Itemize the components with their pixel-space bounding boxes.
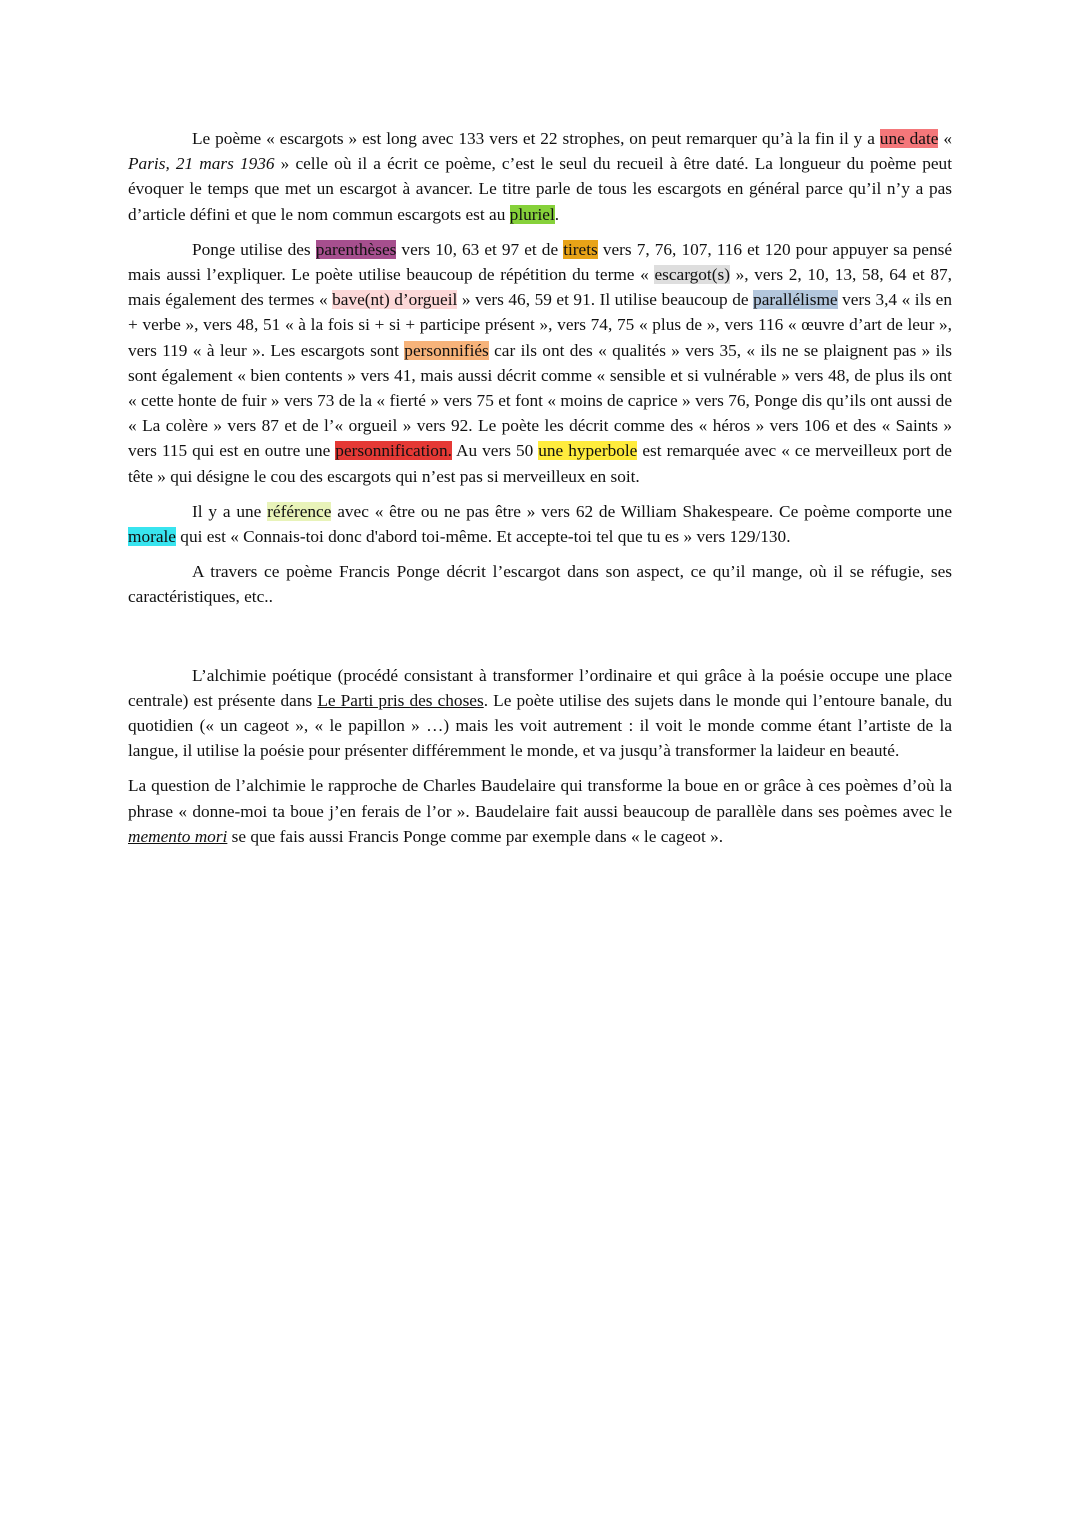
text-span: « [938, 129, 953, 148]
text-span: Au vers 50 [451, 441, 539, 461]
highlight-personnifies: personnifiés [404, 340, 489, 360]
highlight-escargots-term: escargot(s) [654, 265, 730, 285]
text-span: qui est « Connais-toi donc d'abord toi-même. Et accepte-toi tel que tu es » vers 129/130. [175, 527, 791, 547]
paragraph-conclusion-escargots [128, 559, 952, 609]
text-span: » celle où il a écrit ce poème, c’est le seul du recueil à être daté. La longueur du poème peut évoquer le temps que met un escargot à avancer. Le titre parle de tous les escargots en général parce qu’il n’y a pas d’article défini et que le nom commun escargots est au [128, 154, 952, 224]
text-span: vers 10, 63 et 97 et de [396, 239, 564, 259]
text-span: avec « être ou ne pas être » vers 62 de William Shakespeare. Ce poème comporte une [331, 501, 952, 521]
text-span: . [554, 204, 560, 224]
highlight-parentheses: parenthèses [315, 239, 397, 259]
highlight-bave-orgueil: bave(nt) d’orgueil [332, 290, 458, 310]
paragraph-alchimie-poetique [128, 663, 952, 764]
highlight-reference: référence [267, 501, 332, 521]
paragraph-reference-morale [128, 499, 952, 549]
highlight-pluriel: pluriel [509, 204, 555, 224]
text-span: car ils ont des « qualités » vers 35, « ils ne se plaignent pas » ils sont également « bien contents » vers 41, mais aussi décrit comme « sensible et si vulnérable » vers 48, de plus ils ont « cette honte de fuir » vers 73 de la « fierté » vers 75 et font « moins de caprice » vers 76, Ponge dis qu’ils ont aussi de « La colère » vers 87 et de l’« orgueil » vers 92. Le poète les décrit comme des « héros » vers 106 et des « Saints » vers 115 qui est en outre une [128, 340, 953, 461]
text-span: est remarquée avec « ce merveilleux port de tête » qui désigne le cou des escargots qui n’est pas si merveilleux en soit. [128, 441, 952, 486]
text-span: Le poème « escargots » est long avec 133 vers et 22 strophes, on peut remarquer qu’à la fin il y a [192, 129, 880, 148]
text-span: vers 3,4 « ils en + verbe », vers 48, 51 « à la fois si + si + participe présent », vers 74, 75 « plus de », vers 116 « œuvre d’art de leur », vers 119 « à leur ». Les escargots sont [128, 290, 952, 360]
highlight-une-date: une date [879, 129, 939, 148]
text-span: A travers ce poème Francis Ponge décrit l’escargot dans son aspect, ce qu’il mange, où il se réfugie, ses caractéristiques, etc.. [128, 562, 952, 607]
highlight-hyperbole: une hyperbole [538, 441, 638, 461]
highlight-tirets: tirets [563, 239, 598, 259]
highlight-personnification: personnification. [335, 441, 452, 461]
text-span: vers 7, 76, 107, 116 et 120 pour appuyer sa pensé mais aussi l’expliquer. Le poète utilise beaucoup de répétition du terme « [128, 239, 952, 285]
text-span: » vers 46, 59 et 91. Il utilise beaucoup de [457, 290, 754, 310]
paragraph-procedes [128, 237, 952, 489]
text-span: Ponge utilise des [192, 239, 316, 259]
text-span: La question de l’alchimie le rapproche de Charles Baudelaire qui transforme la boue en or grâce à ces poèmes d’où la phrase « donne-moi ta boue j’en ferais de l’or ». Baudelaire fait aussi beaucoup de parallèle dans ses poèmes avec le [128, 776, 952, 821]
memento-mori-underlined: memento mori [128, 826, 228, 846]
document-page [128, 126, 952, 859]
text-span: L’alchimie poétique (procédé consistant à transformer l’ordinaire et qui grâce à la poésie occupe une place centrale) est présente dans [128, 665, 952, 710]
text-span: Il y a une [192, 501, 268, 521]
book-title-underlined: Le Parti pris des choses [317, 690, 484, 710]
date-italic: Paris, 21 mars 1936 [128, 154, 275, 174]
text-span: », vers 2, 10, 13, 58, 64 et 87, mais également des termes « [128, 265, 952, 310]
text-span: se que fais aussi Francis Ponge comme par exemple dans « le cageot ». [227, 826, 724, 846]
paragraph-escargots-intro [128, 126, 952, 227]
highlight-morale: morale [128, 527, 176, 547]
paragraph-baudelaire [128, 773, 952, 849]
section-gap [128, 620, 952, 663]
text-span: . Le poète utilise des sujets dans le monde qui l’entoure banale, du quotidien (« un cageot », « le papillon » …) mais les voit autrement : il voit le monde comme étant l’artiste de la langue, il utilise la poésie pour présenter différemment le monde, et va jusqu’à transformer la laideur en beauté. [128, 690, 952, 761]
highlight-parallelisme: parallélisme [753, 290, 838, 310]
